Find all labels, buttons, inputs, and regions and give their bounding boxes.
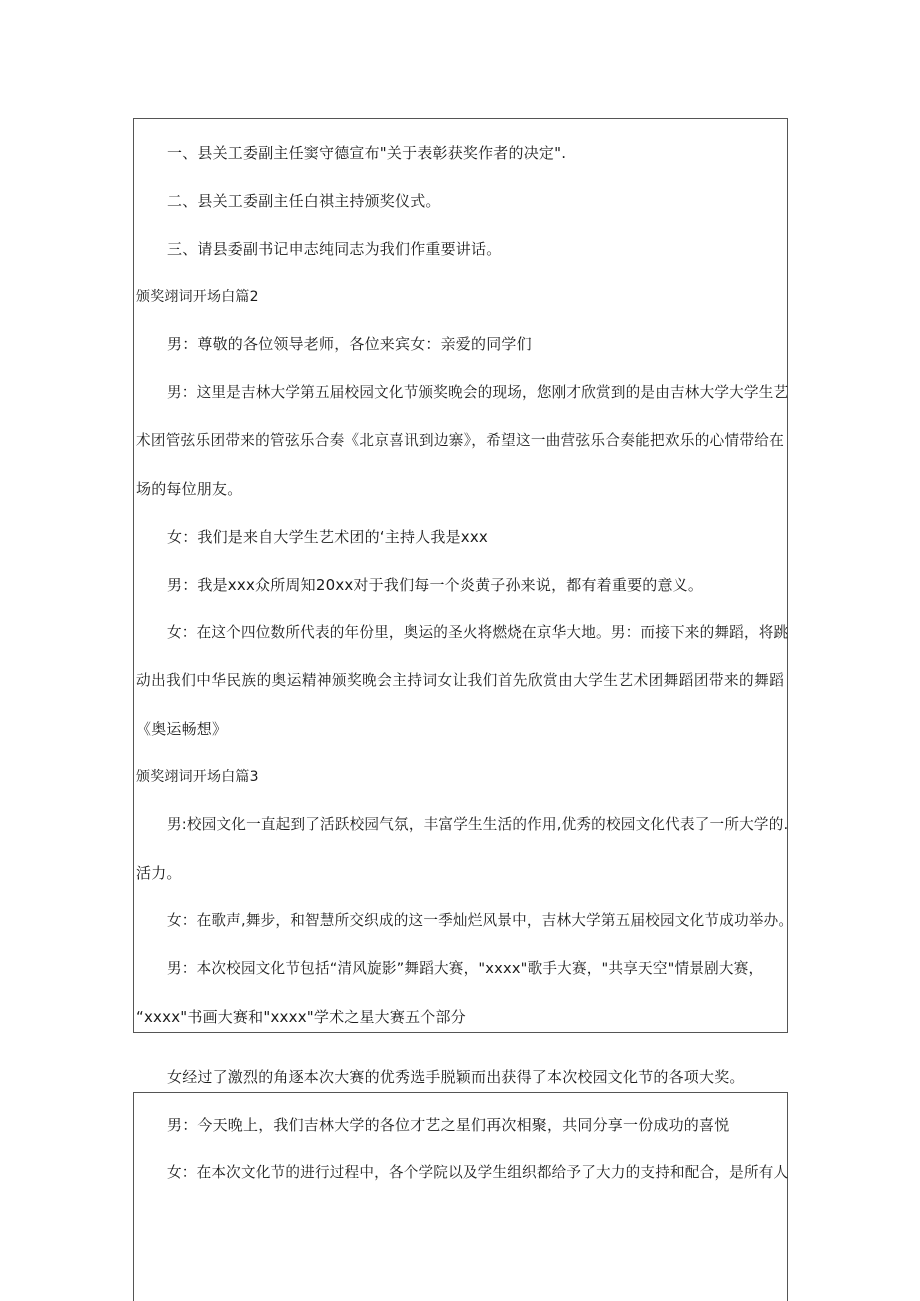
paragraph: 男：本次校园文化节包括“清风旋影”舞蹈大赛，"xxxx"歌手大赛，"共享天空"情景剧大赛， [167, 960, 764, 977]
paragraph: 活力。 [136, 864, 182, 882]
paragraph: 女：在这个四位数所代表的年份里，奥运的圣火将燃烧在京华大地。男：而接下来的舞蹈，将跳 [167, 624, 789, 641]
paragraph: 二、县关工委副主任白祺主持颁奖仪式。 [167, 192, 441, 210]
paragraph: 男：今天晚上，我们吉林大学的各位才艺之星们再次相聚，共同分享一份成功的喜悦 [167, 1116, 730, 1134]
paragraph: “xxxx"书画大赛和"xxxx"学术之星大赛五个部分 [136, 1008, 466, 1026]
paragraph: 男：我是xxx众所周知20xx对于我们每一个炎黄子孙来说，都有着重要的意义。 [167, 576, 704, 594]
paragraph: 男：尊敬的各位领导老师，各位来宾女：亲爱的同学们 [167, 335, 532, 353]
section-heading: 颁奖翊词开场白篇2 [136, 289, 259, 305]
paragraph: 男:校园文化一直起到了活跃校园气氛，丰富学生生活的作用,优秀的校园文化代表了一所大学的. [167, 816, 789, 833]
section-heading: 颁奖翊词开场白篇3 [136, 769, 259, 785]
paragraph: 术团管弦乐团带来的管弦乐合奏《北京喜讯到边寨》，希望这一曲营弦乐合奏能把欢乐的心情带给在 [136, 432, 784, 449]
paragraph: 女：在歌声,舞步，和智慧所交织成的这一季灿烂风景中，吉林大学第五届校园文化节成功举办。 [167, 912, 794, 929]
paragraph: 场的每位朋友。 [136, 480, 243, 498]
paragraph: 《奥运畅想》 [136, 720, 228, 738]
paragraph: 女：在本次文化节的进行过程中，各个学院以及学生组织都给予了大力的支持和配合，是所有人 [167, 1164, 789, 1181]
paragraph: 动出我们中华民族的奥运精神颁奖晚会主持词女让我们首先欣赏由大学生艺术团舞蹈团带来的舞蹈 [136, 672, 784, 689]
paragraph: 一、县关工委副主任窦守德宣布"关于表彰获奖作者的决定". [167, 144, 567, 162]
paragraph: 男：这里是吉林大学第五届校园文化节颁奖晚会的现场，您刚才欣赏到的是由吉林大学大学生艺 [167, 384, 789, 401]
paragraph: 三、请县委副书记申志纯同志为我们作重要讲话。 [167, 240, 502, 258]
paragraph: 女：我们是来自大学生艺术团的‘主持人我是xxx [167, 528, 489, 546]
paragraph: 女经过了激烈的角逐本次大赛的优秀选手脱颖而出获得了本次校园文化节的各项大奖。 [167, 1068, 745, 1086]
